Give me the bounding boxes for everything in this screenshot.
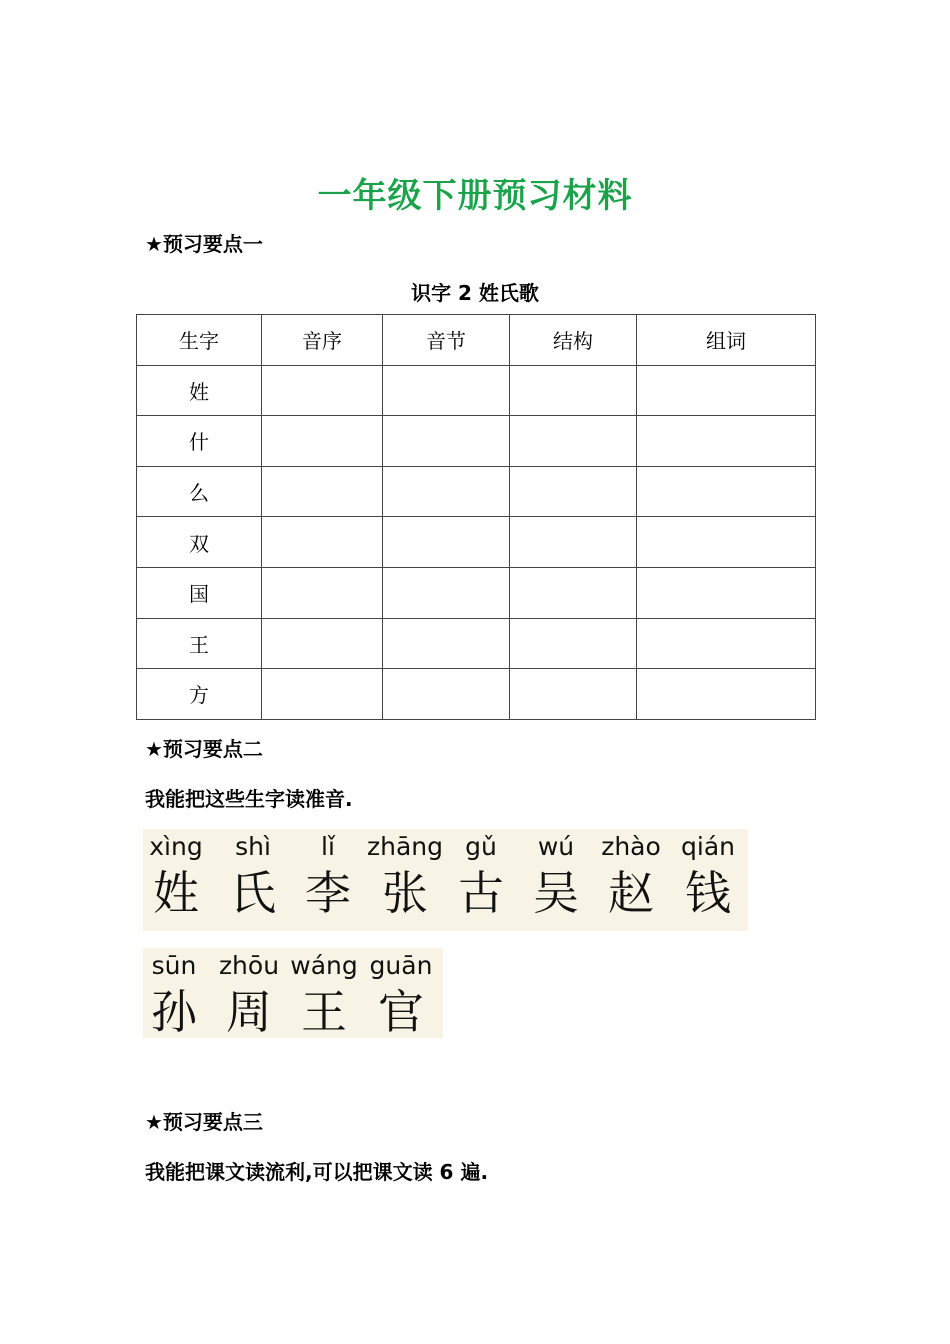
table-header-row: [137, 315, 816, 366]
instruction-read-fluently: 我能把课文读流利,可以把课文读 6 遍.: [145, 1160, 489, 1184]
pinyin-label: guān: [369, 951, 433, 980]
document-title: 一年级下册预习材料: [317, 176, 633, 216]
section-heading-3: ★预习要点三: [145, 1110, 263, 1134]
hanzi-char: 王: [301, 985, 347, 1039]
character-table: [136, 314, 816, 720]
instruction-read-pronunciation: 我能把这些生字读准音.: [145, 787, 353, 811]
blank-cell[interactable]: [383, 365, 510, 416]
pinyin-label: wáng: [290, 951, 358, 980]
section-heading-1: ★预习要点一: [145, 232, 263, 256]
blank-cell[interactable]: [637, 416, 816, 467]
pinyin-char-item: [363, 948, 439, 1040]
blank-cell[interactable]: [510, 567, 637, 618]
char-cell: 方: [137, 669, 262, 720]
blank-cell[interactable]: [383, 416, 510, 467]
table-row: [137, 618, 816, 669]
pinyin-label: zhāng: [366, 832, 443, 861]
table-row: [137, 517, 816, 568]
char-cell: 么: [137, 466, 262, 517]
blank-cell[interactable]: [262, 416, 383, 467]
pinyin-char-item: [673, 829, 743, 921]
blank-cell[interactable]: [383, 517, 510, 568]
pinyin-label: wú: [537, 832, 575, 861]
pinyin-char-item: [364, 829, 446, 921]
pinyin-label: zhào: [601, 832, 661, 861]
hanzi-char: 钱: [685, 866, 731, 920]
pinyin-char-item: [220, 829, 286, 921]
char-cell: 双: [137, 517, 262, 568]
pinyin-label: xìng: [149, 832, 203, 861]
pinyin-strip-2: [143, 948, 443, 1038]
header-cell-initial: 音序: [262, 315, 383, 366]
blank-cell[interactable]: [262, 365, 383, 416]
pinyin-char-item: [211, 948, 287, 1040]
blank-cell[interactable]: [637, 567, 816, 618]
blank-cell[interactable]: [637, 618, 816, 669]
pinyin-label: shì: [235, 832, 271, 861]
blank-cell[interactable]: [383, 567, 510, 618]
table-row: [137, 416, 816, 467]
pinyin-char-item: [448, 829, 514, 921]
pinyin-char-item: [143, 948, 205, 1040]
pinyin-char-item: [595, 829, 667, 921]
pinyin-char-item: [288, 948, 360, 1040]
hanzi-char: 吴: [533, 866, 579, 920]
hanzi-char: 姓: [153, 866, 199, 920]
hanzi-char: 古: [458, 866, 504, 920]
table-row: [137, 365, 816, 416]
section-heading-2: ★预习要点二: [145, 737, 263, 761]
char-cell: 国: [137, 567, 262, 618]
blank-cell[interactable]: [510, 669, 637, 720]
blank-cell[interactable]: [383, 669, 510, 720]
pinyin-char-item: [143, 829, 209, 921]
blank-cell[interactable]: [637, 365, 816, 416]
pinyin-char-item: [295, 829, 361, 921]
blank-cell[interactable]: [637, 669, 816, 720]
table-row: [137, 466, 816, 517]
char-cell: 什: [137, 416, 262, 467]
pinyin-strip-1: [143, 829, 748, 931]
char-cell: 姓: [137, 365, 262, 416]
blank-cell[interactable]: [262, 466, 383, 517]
blank-cell[interactable]: [383, 466, 510, 517]
blank-cell[interactable]: [510, 517, 637, 568]
pinyin-label: gǔ: [465, 832, 497, 861]
hanzi-char: 赵: [608, 866, 654, 920]
table-row: [137, 567, 816, 618]
blank-cell[interactable]: [637, 517, 816, 568]
hanzi-char: 张: [382, 866, 428, 920]
hanzi-char: 孙: [151, 985, 197, 1039]
header-cell-char: 生字: [137, 315, 262, 366]
pinyin-label: sūn: [151, 951, 197, 980]
blank-cell[interactable]: [262, 618, 383, 669]
pinyin-label: qián: [681, 832, 735, 861]
pinyin-char-item: [523, 829, 589, 921]
blank-cell[interactable]: [510, 466, 637, 517]
blank-cell[interactable]: [637, 466, 816, 517]
blank-cell[interactable]: [510, 365, 637, 416]
header-cell-words: 组词: [637, 315, 816, 366]
blank-cell[interactable]: [262, 517, 383, 568]
pinyin-label: zhōu: [218, 951, 280, 980]
table-row: [137, 669, 816, 720]
hanzi-char: 李: [305, 866, 351, 920]
header-cell-syllable: 音节: [383, 315, 510, 366]
blank-cell[interactable]: [510, 416, 637, 467]
blank-cell[interactable]: [510, 618, 637, 669]
blank-cell[interactable]: [383, 618, 510, 669]
blank-cell[interactable]: [262, 567, 383, 618]
hanzi-char: 氏: [230, 866, 276, 920]
pinyin-label: lǐ: [321, 832, 335, 861]
header-cell-structure: 结构: [510, 315, 637, 366]
char-cell: 王: [137, 618, 262, 669]
hanzi-char: 官: [378, 985, 424, 1039]
blank-cell[interactable]: [262, 669, 383, 720]
lesson-title: 识字 2 姓氏歌: [411, 281, 539, 305]
hanzi-char: 周: [226, 985, 272, 1039]
